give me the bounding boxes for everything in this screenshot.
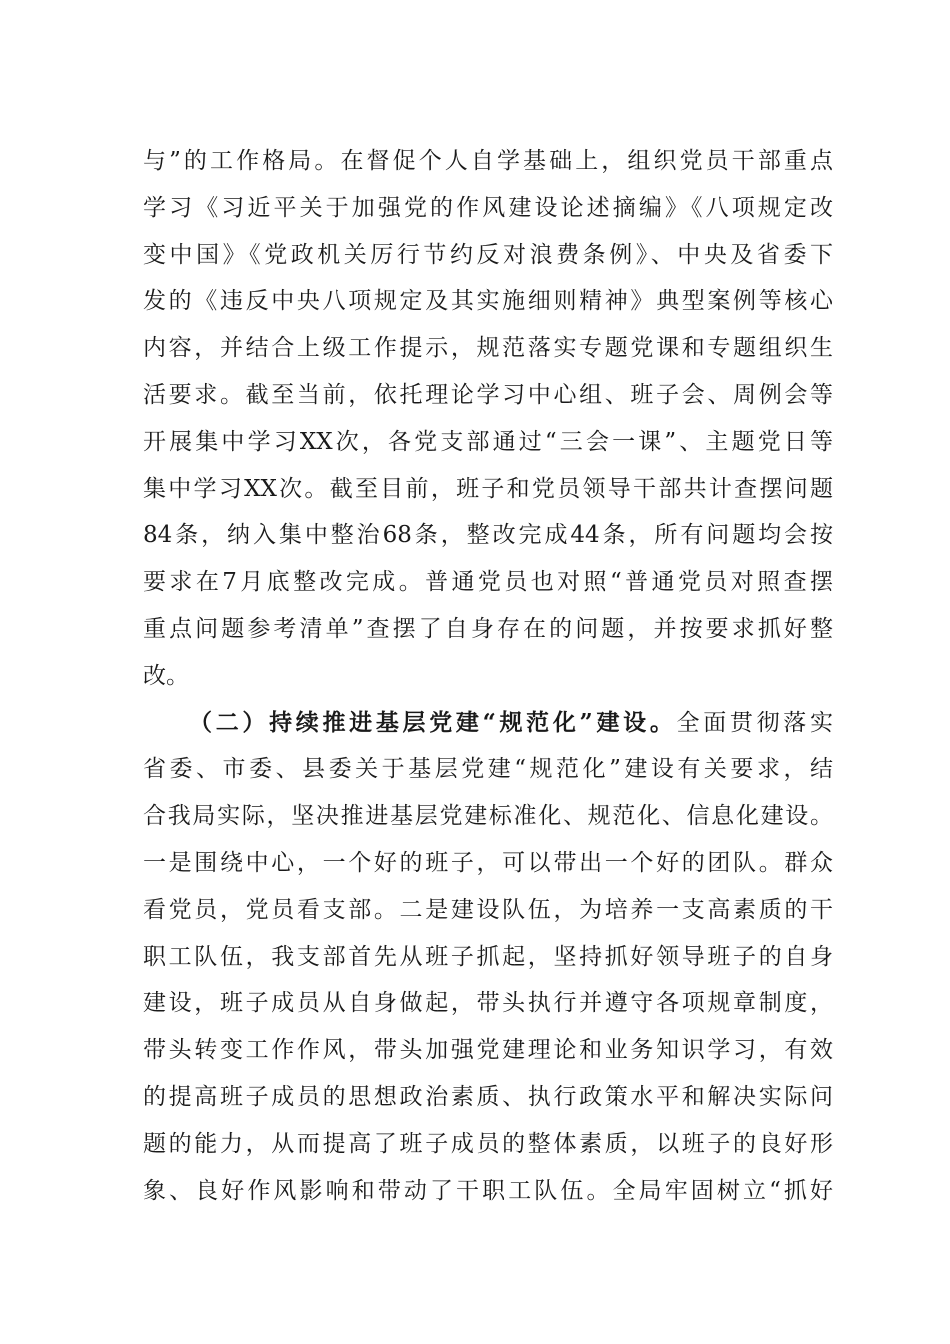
text-line: 开展集中学习XX次，各党支部通过“三会一课”、主题党日等 [143,428,833,455]
text-line: 职工队伍，我支部首先从班子抓起，坚持抓好领导班子的自身 [143,943,833,970]
text-line: 看党员，党员看支部。二是建设队伍，为培养一支高素质的干 [143,896,833,923]
text-line: 要求在7月底整改完成。普通党员也对照“普通党员对照查摆 [143,569,833,596]
text-line: 改。 [143,662,189,689]
text-line: 省委、市委、县委关于基层党建“规范化”建设有关要求，结 [143,756,833,783]
section-heading-line [143,700,833,747]
text-line: 变中国》《党政机关厉行节约反对浪费条例》、中央及省委下 [143,241,833,268]
paragraph-1 [143,138,833,700]
text-line: 学习《习近平关于加强党的作风建设论述摘编》《八项规定改 [143,194,833,221]
text-line: 活要求。截至当前，依托理论学习中心组、班子会、周例会等 [143,381,833,408]
text-line: 建设，班子成员从自身做起，带头执行并遵守各项规章制度， [143,990,833,1017]
text-line: 与”的工作格局。在督促个人自学基础上，组织党员干部重点 [143,148,833,174]
text-line: 的提高班子成员的思想政治素质、执行政策水平和解决实际问 [143,1083,833,1110]
text-line: 发的《违反中央八项规定及其实施细则精神》典型案例等核心 [143,288,833,315]
text-line: 重点问题参考清单”查摆了自身存在的问题，并按要求抓好整 [143,615,833,642]
section-heading: （二）持续推进基层党建“规范化”建设。 [189,708,677,736]
paragraph-2 [143,700,833,1215]
text-line: 一是围绕中心，一个好的班子，可以带出一个好的团队。群众 [143,849,833,876]
text-line: 带头转变工作作风，带头加强党建理论和业务知识学习，有效 [143,1037,833,1064]
text-line: 题的能力，从而提高了班子成员的整体素质，以班子的良好形 [143,1130,833,1157]
document-body [143,138,833,1214]
text-line: 集中学习XX次。截至目前，班子和党员领导干部共计查摆问题 [143,475,833,502]
text-line: 象、良好作风影响和带动了干职工队伍。全局牢固树立“抓好 [143,1177,833,1204]
text-line: 84条，纳入集中整治68条，整改完成44条，所有问题均会按 [143,522,833,549]
text-run: 全面贯彻落实 [676,709,833,736]
text-line: 内容，并结合上级工作提示，规范落实专题党课和专题组织生 [143,335,833,362]
text-line: 合我局实际，坚决推进基层党建标准化、规范化、信息化建设。 [143,803,833,830]
